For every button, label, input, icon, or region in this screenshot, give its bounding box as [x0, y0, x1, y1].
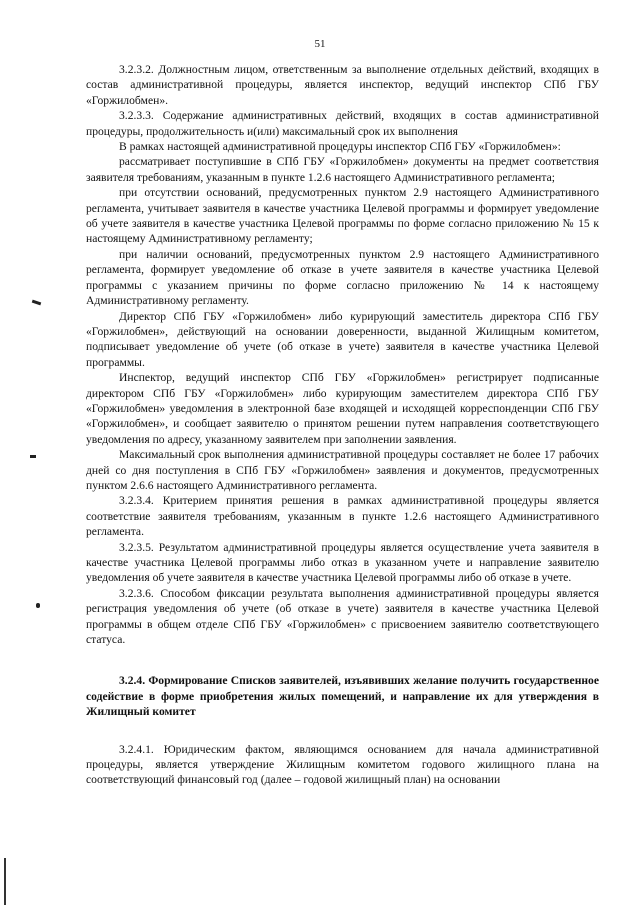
paragraph-3-2-3-2: 3.2.3.2. Должностным лицом, ответственным за выполнение отдельных действий, входящих в состав административной процедуры, является инспектор, ведущий инспектор СПб ГБУ «Горжилобмен». [86, 63, 599, 107]
paragraph-no-grounds: при отсутствии оснований, предусмотренных пунктом 2.9 настоящего Административного регламента, учитывает заявителя в качестве участника Целевой программы и формирует уведомление об учете заявителя в качестве участника Целевой программы по форме согласно приложению № 15 к настоящему Административному регламенту; [86, 186, 599, 246]
paragraph-director-signs: Директор СПб ГБУ «Горжилобмен» либо курирующий заместитель директора СПб ГБУ «Горжилобмен», действующий на основании доверенности, выданной Жилищным комитетом, подписывает уведомление об учете (об отказе в учете) заявителя в качестве участника Целевой программы. [86, 309, 599, 369]
paragraph-3-2-3-5: 3.2.3.5. Результатом административной процедуры является осуществление учета заявителя в качестве участника Целевой программы либо отказ в указанном учете и направление заявителю уведомления об учете заявителя в качестве участника Целевой программы либо об отказе в учете. [86, 540, 599, 585]
scan-artifact-mark [32, 300, 41, 306]
paragraph-3-2-3-4: 3.2.3.4. Критерием принятия решения в рамках административной процедуры является соответствие заявителя требованиям, указанным в пункте 1.2.6 настоящего Административного регламента. [86, 494, 599, 539]
paragraph-3-2-3-6: 3.2.3.6. Способом фиксации результата выполнения административной процедуры является регистрация уведомления об учете (об отказе в учете) заявителя в качестве участника Целевой программы в общем отделе СПб ГБУ «Горжилобмен» с присвоением заявителю соответствующего статуса. [86, 586, 599, 647]
page-number: 51 [314, 38, 326, 50]
scan-artifact-edge [4, 858, 6, 905]
document-body [86, 62, 599, 788]
paragraph-inspector-registers: Инспектор, ведущий инспектор СПб ГБУ «Горжилобмен» регистрирует подписанные директором СПб ГБУ «Горжилобмен» либо курирующим заместителем директора СПб ГБУ «Горжилобмен» уведомления в электронной базе входящей и исходящей корреспонденции СПб ГБУ «Горжилобмен», и сообщает заявителю о принятом решении путем направления соответствующего уведомления по адресу, указанному заявителем при заполнении заявления. [86, 371, 599, 446]
scan-artifact-dot [36, 603, 40, 608]
paragraph-3-2-4-1: 3.2.4.1. Юридическим фактом, являющимся основанием для начала административной процедуры, является утверждение Жилищным комитетом годового жилищного плана на соответствующий финансовый год (далее – годовой жилищный план) на основании [86, 742, 599, 787]
paragraph-max-term: Максимальный срок выполнения административной процедуры составляет не более 17 рабочих дней со дня поступления в СПб ГБУ «Горжилобмен» заявления и документов, предусмотренных пунктом 2.6.6 настоящего Административного регламента. [86, 448, 599, 492]
paragraph-inspector-intro: В рамках настоящей административной процедуры инспектор СПб ГБУ «Горжилобмен»: [119, 140, 561, 154]
paragraph-3-2-3-3: 3.2.3.3. Содержание административных действий, входящих в состав административной процедуры, продолжительность и(или) максимальный срок их выполнения [86, 109, 599, 138]
paragraph-grounds-refusal: при наличии оснований, предусмотренных пунктом 2.9 настоящего Административного регламента, формирует уведомление об отказе в учете заявителя в качестве участника Целевой программы с указанием причины по форме согласно приложению № 14 к настоящему Административному регламенту. [86, 247, 599, 308]
scan-artifact-mark [30, 455, 36, 458]
section-heading-3-2-4: 3.2.4. Формирование Списков заявителей, изъявивших желание получить государственное содействие в форме приобретения жилых помещений, и направление их для утверждения в Жилищный комитет [86, 674, 599, 719]
paragraph-review-documents: рассматривает поступившие в СПб ГБУ «Горжилобмен» документы на предмет соответствия заявителя требованиям, указанным в пункте 1.2.6 настоящего Административного регламента; [86, 155, 599, 184]
